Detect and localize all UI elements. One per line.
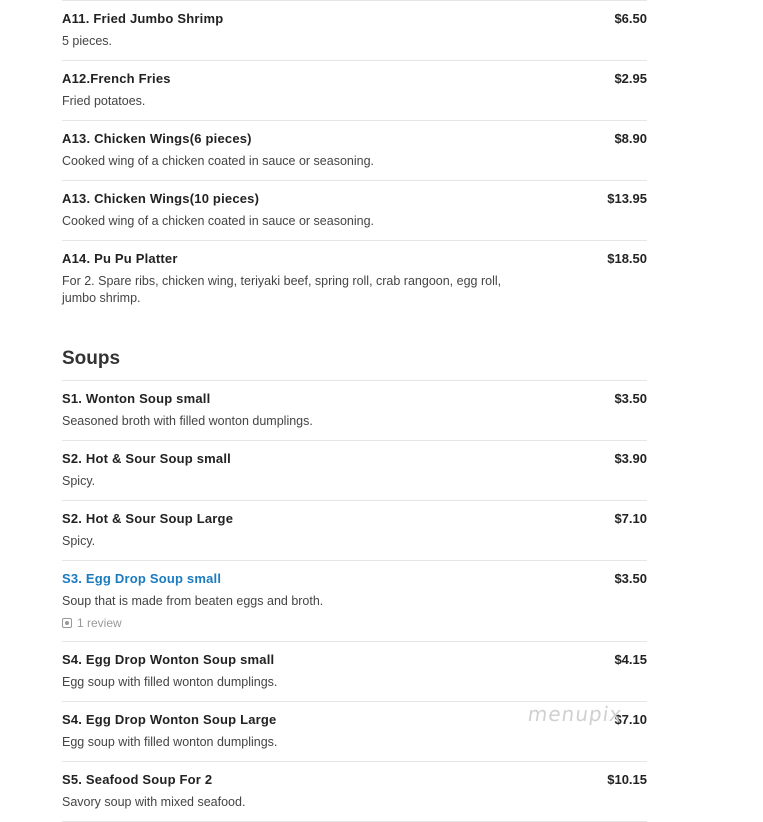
menu-item bbox=[62, 500, 647, 560]
item-name: S1. Wonton Soup small bbox=[62, 391, 211, 406]
item-description: Egg soup with filled wonton dumplings. bbox=[62, 735, 278, 749]
item-price: $2.95 bbox=[614, 71, 647, 86]
item-name: A13. Chicken Wings(6 pieces) bbox=[62, 131, 252, 146]
review-link[interactable] bbox=[62, 615, 647, 631]
item-description: Spicy. bbox=[62, 534, 96, 548]
menu-item bbox=[62, 0, 647, 60]
item-description: Spicy. bbox=[62, 474, 96, 488]
menu-item bbox=[62, 60, 647, 120]
item-description: Seasoned broth with filled wonton dumplings. bbox=[62, 414, 313, 428]
menu-item bbox=[62, 641, 647, 701]
item-price: $3.90 bbox=[614, 451, 647, 466]
item-name: S5. Seafood Soup For 2 bbox=[62, 772, 213, 787]
item-name: A13. Chicken Wings(10 pieces) bbox=[62, 191, 260, 206]
item-name: A12.French Fries bbox=[62, 71, 171, 86]
item-price: $3.50 bbox=[614, 391, 647, 406]
item-price: $7.10 bbox=[614, 511, 647, 526]
item-description: 5 pieces. bbox=[62, 34, 113, 48]
item-name: S2. Hot & Sour Soup Large bbox=[62, 511, 234, 526]
item-name: A11. Fried Jumbo Shrimp bbox=[62, 11, 224, 26]
item-price: $3.50 bbox=[614, 571, 647, 586]
section-heading-soups: Soups bbox=[62, 348, 121, 369]
item-description: Fried potatoes. bbox=[62, 94, 146, 108]
item-description: Cooked wing of a chicken coated in sauce or seasoning. bbox=[62, 154, 374, 168]
menu-item bbox=[62, 240, 647, 317]
item-name-link[interactable]: S3. Egg Drop Soup small bbox=[62, 571, 222, 586]
menu-item bbox=[62, 120, 647, 180]
item-description: Savory soup with mixed seafood. bbox=[62, 795, 246, 809]
item-description: Egg soup with filled wonton dumplings. bbox=[62, 675, 278, 689]
item-description: For 2. Spare ribs, chicken wing, teriyaki beef, spring roll, crab rangoon, egg roll, jumbo shrimp. bbox=[62, 274, 502, 305]
item-name: S2. Hot & Sour Soup small bbox=[62, 451, 231, 466]
menu-item bbox=[62, 380, 647, 440]
item-description: Soup that is made from beaten eggs and broth. bbox=[62, 594, 324, 608]
menu-item bbox=[62, 560, 647, 641]
menu-item bbox=[62, 440, 647, 500]
item-price: $10.15 bbox=[607, 772, 647, 787]
menu-list bbox=[62, 0, 647, 822]
item-price: $13.95 bbox=[607, 191, 647, 206]
item-name: S4. Egg Drop Wonton Soup small bbox=[62, 652, 275, 667]
menu-item bbox=[62, 761, 647, 821]
item-price: $4.15 bbox=[614, 652, 647, 667]
item-price: $18.50 bbox=[607, 251, 647, 266]
item-name: S4. Egg Drop Wonton Soup Large bbox=[62, 712, 277, 727]
review-count: 1 review bbox=[77, 616, 122, 630]
item-price: $7.10 bbox=[614, 712, 647, 727]
item-price: $8.90 bbox=[614, 131, 647, 146]
item-description: Cooked wing of a chicken coated in sauce or seasoning. bbox=[62, 214, 374, 228]
watermark-logo: menupix bbox=[526, 702, 624, 726]
review-icon bbox=[62, 618, 72, 628]
item-price: $6.50 bbox=[614, 11, 647, 26]
menu-item bbox=[62, 180, 647, 240]
item-name: A14. Pu Pu Platter bbox=[62, 251, 178, 266]
